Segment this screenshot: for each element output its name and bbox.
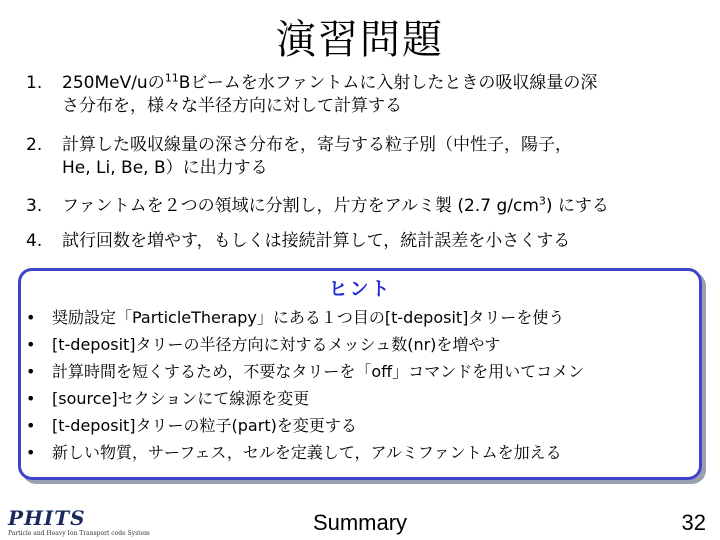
- hint-text: [source]セクションにて線源を変更: [52, 389, 310, 408]
- problem-number: 2.: [26, 135, 43, 155]
- logo-subtitle: Particle and Heavy Ion Transport code System: [8, 530, 150, 537]
- bullet-icon: •: [26, 335, 36, 354]
- hint-item: [26, 306, 720, 333]
- problem-number: 1.: [26, 73, 43, 93]
- problem-text: 試行回数を増やす，もしくは接続計算して，統計誤差を小さくする: [62, 231, 571, 251]
- problem-item-4: [26, 230, 706, 253]
- problem-text: 計算した吸収線量の深さ分布を，寄与する粒子別（中性子，陽子， He, Li, Be, B）に出力する: [62, 135, 572, 178]
- slide-title: 演習問題: [276, 17, 444, 63]
- bullet-icon: •: [26, 389, 36, 408]
- problem-item-2: [26, 134, 706, 180]
- hint-item: [26, 414, 720, 441]
- hint-item: [26, 387, 720, 414]
- hint-text: [t-deposit]タリーの粒子(part)を変更する: [52, 416, 357, 435]
- bullet-icon: •: [26, 416, 36, 435]
- hint-item: [26, 441, 720, 468]
- problem-text: ファントムを２つの領域に分割し，片方をアルミ製 (2.7 $g/cm^3$) にする: [62, 194, 609, 216]
- problem-item-1: [26, 72, 706, 118]
- logo-text: PHITS: [8, 506, 86, 530]
- problem-number: 4.: [26, 231, 43, 251]
- hint-item: [26, 360, 720, 387]
- problem-item-3: [26, 195, 706, 218]
- hint-text: 奨励設定「ParticleTherapy」にある１つ目の[t-deposit]タリーを使う: [52, 308, 565, 327]
- hint-list: [26, 306, 720, 468]
- hint-item: [26, 333, 720, 360]
- footer-label: Summary: [312, 510, 408, 535]
- hint-text: [t-deposit]タリーの半径方向に対するメッシュ数(nr)を増やす: [52, 335, 501, 354]
- page-number: 32: [681, 510, 706, 535]
- hint-text: 計算時間を短くするため，不要なタリーを「off」コマンドを用いてコメン: [52, 362, 585, 381]
- bullet-icon: •: [26, 308, 36, 327]
- bullet-icon: •: [26, 443, 36, 462]
- hint-title: ヒント: [328, 278, 392, 300]
- bullet-icon: •: [26, 362, 36, 381]
- problem-text: 250MeV/uの$^{11}$Bビームを水ファントムに入射したときの吸収線量の深 さ分布を，様々な半径方向に対して計算する: [62, 71, 598, 116]
- problem-number: 3.: [26, 196, 43, 216]
- hint-text: 新しい物質，サーフェス，セルを定義して，アルミファントムを加える: [52, 443, 562, 462]
